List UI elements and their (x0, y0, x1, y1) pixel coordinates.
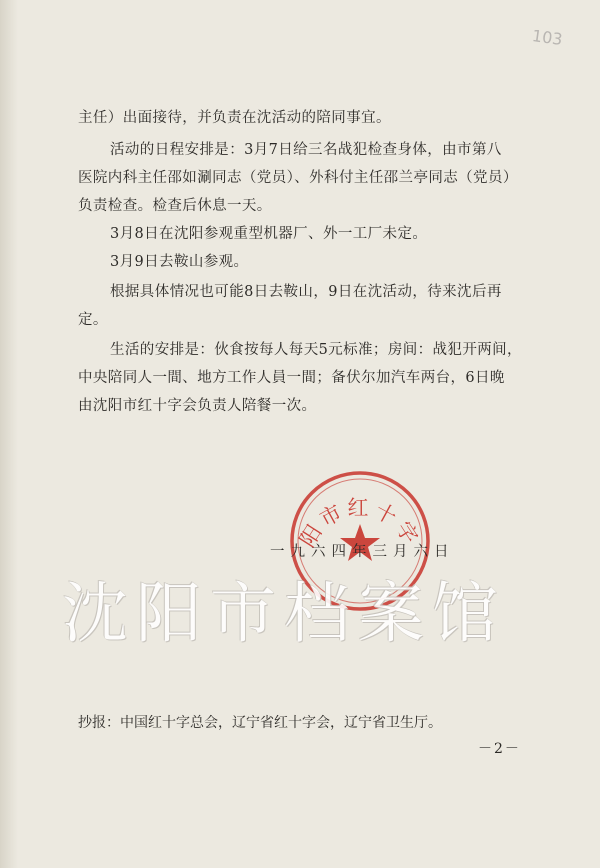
page-number: －2－ (478, 741, 521, 757)
text-line: 由沈阳市红十字会负责人陪餐一次。 (78, 398, 317, 414)
text-line: 根据具体情况也可能8日去鞍山，9日在沈活动，待来沈后再 (110, 284, 502, 300)
text-line: 3月9日去鞍山参观。 (110, 254, 249, 270)
text-line: 活动的日程安排是：3月7日给三名战犯检查身体，由市第八 (110, 142, 502, 158)
archive-watermark: 沈阳市档案馆 (62, 575, 506, 652)
corner-page-number: 103 (530, 25, 564, 50)
page-edge-shadow (0, 0, 18, 868)
text-line: 医院内科主任邵如涮同志（党员）、外科付主任邵兰亭同志（党员） (78, 170, 518, 186)
text-line: 3月8日在沈阳参观重型机器厂、外一工厂未定。 (110, 226, 428, 242)
text-line: 生活的安排是：伙食按每人每天5元标准；房间：战犯开两间， (110, 342, 522, 358)
text-line: 主任）出面接待，并负责在沈活动的陪同事宜。 (78, 110, 391, 126)
text-line: 中央陪同人一間、地方工作人員一間；备伏尔加汽车两台，6日晚 (78, 370, 505, 386)
text-line: 负责检查。检查后休息一天。 (78, 198, 272, 214)
document-date: 一九六四年三月六日 (270, 544, 455, 560)
text-line: 定。 (78, 312, 108, 328)
seal-text: 阳市红十字 (295, 496, 425, 552)
cc-recipients: 抄报：中国红十字总会，辽宁省红十字会，辽宁省卫生厅。 (78, 715, 442, 731)
